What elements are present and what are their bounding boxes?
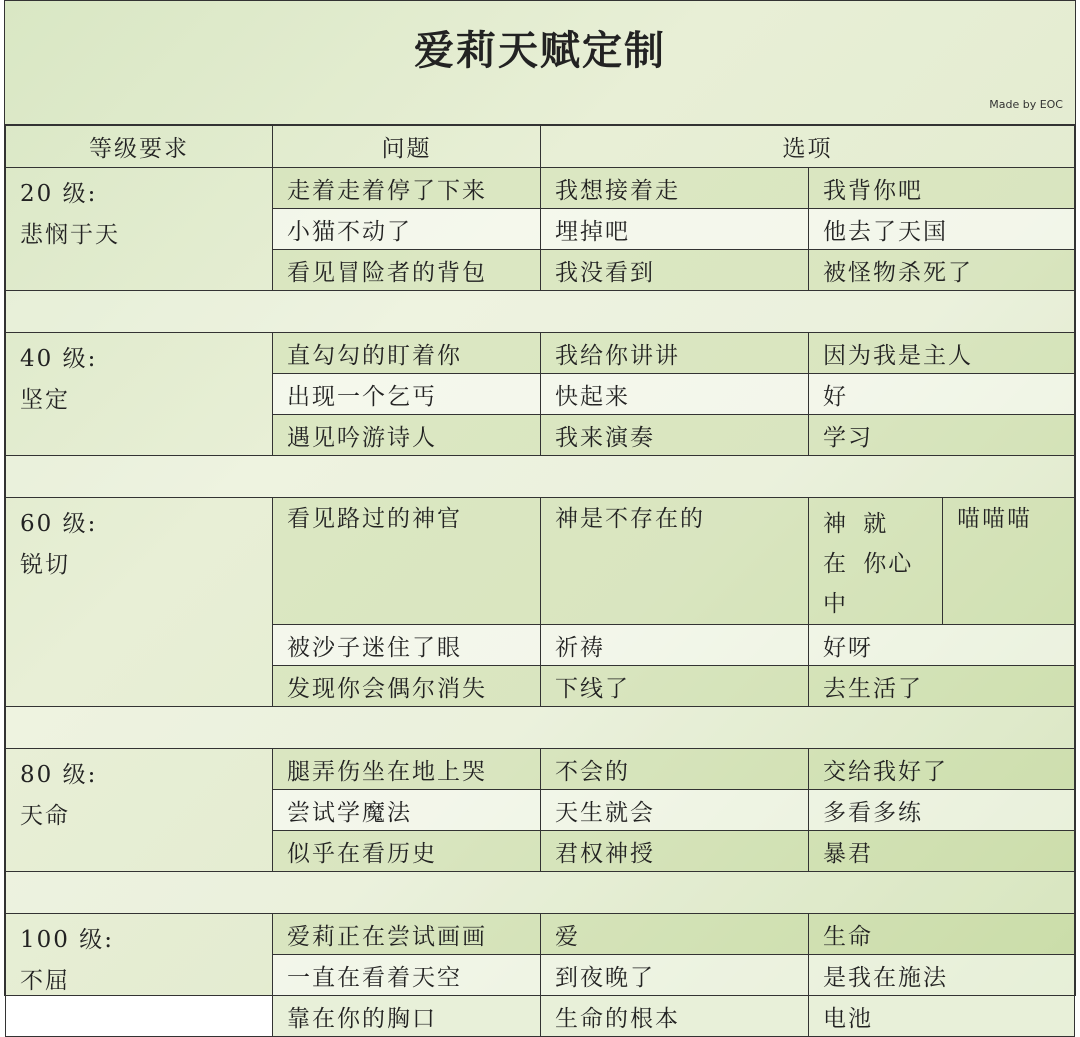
separator-row [6, 456, 1075, 498]
option-a-cell: 下线了 [541, 666, 809, 707]
level-requirement: 100 级: [20, 927, 114, 953]
option-b-cell: 他去了天国 [809, 209, 1075, 250]
question-cell: 出现一个乞丐 [273, 374, 541, 415]
option-a-cell: 我想接着走 [541, 168, 809, 209]
question-cell: 遇见吟游诗人 [273, 415, 541, 456]
table-row [6, 749, 1075, 790]
option-a-cell: 祈祷 [541, 625, 809, 666]
page-title: 爱莉天赋定制 [414, 27, 666, 74]
header-options: 选项 [541, 126, 1075, 168]
header-row [6, 126, 1075, 168]
separator-row [6, 872, 1075, 914]
separator-cell [6, 456, 1075, 498]
level-cell [6, 168, 273, 291]
credit-text: Made by EOC [989, 98, 1063, 111]
question-cell: 一直在看着天空 [273, 955, 541, 996]
option-a-cell: 生命的根本 [541, 996, 809, 1037]
header-question: 问题 [273, 126, 541, 168]
level-name: 悲悯于天 [20, 222, 120, 248]
question-cell: 似乎在看历史 [273, 831, 541, 872]
question-cell: 腿弄伤坐在地上哭 [273, 749, 541, 790]
option-a-cell: 不会的 [541, 749, 809, 790]
option-b-cell: 暴君 [809, 831, 1075, 872]
level-name: 坚定 [20, 387, 70, 413]
option-b-cell: 因为我是主人 [809, 333, 1075, 374]
level-requirement: 60 级: [20, 511, 98, 537]
option-b-cell: 好呀 [809, 625, 1075, 666]
question-cell: 靠在你的胸口 [273, 996, 541, 1037]
option-b-cell: 生命 [809, 914, 1075, 955]
level-cell [6, 914, 273, 1037]
table-row [6, 333, 1075, 374]
question-cell: 被沙子迷住了眼 [273, 625, 541, 666]
option-b-cell: 多看多练 [809, 790, 1075, 831]
separator-row [6, 707, 1075, 749]
option-c-cell: 喵喵喵 [943, 498, 1075, 625]
option-a-cell: 我来演奏 [541, 415, 809, 456]
level-requirement: 20 级: [20, 181, 98, 207]
separator-cell [6, 707, 1075, 749]
option-a-cell: 爱 [541, 914, 809, 955]
option-b-cell: 神 就 在 你心中 [809, 498, 943, 625]
level-name: 天命 [20, 803, 70, 829]
option-a-cell: 埋掉吧 [541, 209, 809, 250]
question-cell: 尝试学魔法 [273, 790, 541, 831]
level-requirement: 40 级: [20, 346, 98, 372]
option-b-cell: 是我在施法 [809, 955, 1075, 996]
option-a-cell: 天生就会 [541, 790, 809, 831]
table-row [6, 914, 1075, 955]
option-b-cell: 电池 [809, 996, 1075, 1037]
option-b-cell: 交给我好了 [809, 749, 1075, 790]
question-cell: 直勾勾的盯着你 [273, 333, 541, 374]
table-row [6, 498, 1075, 625]
question-cell: 小猫不动了 [273, 209, 541, 250]
level-cell [6, 333, 273, 456]
header-level: 等级要求 [6, 126, 273, 168]
option-b-cell: 学习 [809, 415, 1075, 456]
level-requirement: 80 级: [20, 762, 98, 788]
option-a-cell: 君权神授 [541, 831, 809, 872]
question-cell: 走着走着停了下来 [273, 168, 541, 209]
separator-cell [6, 872, 1075, 914]
separator-cell [6, 291, 1075, 333]
option-a-cell: 神是不存在的 [541, 498, 809, 625]
option-b-cell: 我背你吧 [809, 168, 1075, 209]
question-cell: 爱莉正在尝试画画 [273, 914, 541, 955]
option-a-cell: 我给你讲讲 [541, 333, 809, 374]
separator-row [6, 291, 1075, 333]
level-cell [6, 749, 273, 872]
talent-table [5, 125, 1075, 1037]
level-name: 锐切 [20, 552, 70, 578]
option-b-cell: 好 [809, 374, 1075, 415]
option-b-cell: 被怪物杀死了 [809, 250, 1075, 291]
question-cell: 看见冒险者的背包 [273, 250, 541, 291]
talent-sheet [4, 0, 1076, 1032]
table-row [6, 168, 1075, 209]
option-a-cell: 我没看到 [541, 250, 809, 291]
question-cell: 看见路过的神官 [273, 498, 541, 625]
level-cell [6, 498, 273, 707]
level-name: 不屈 [20, 968, 70, 994]
option-a-cell: 快起来 [541, 374, 809, 415]
question-cell: 发现你会偶尔消失 [273, 666, 541, 707]
title-box [5, 1, 1075, 125]
option-a-cell: 到夜晚了 [541, 955, 809, 996]
option-b-cell: 去生活了 [809, 666, 1075, 707]
